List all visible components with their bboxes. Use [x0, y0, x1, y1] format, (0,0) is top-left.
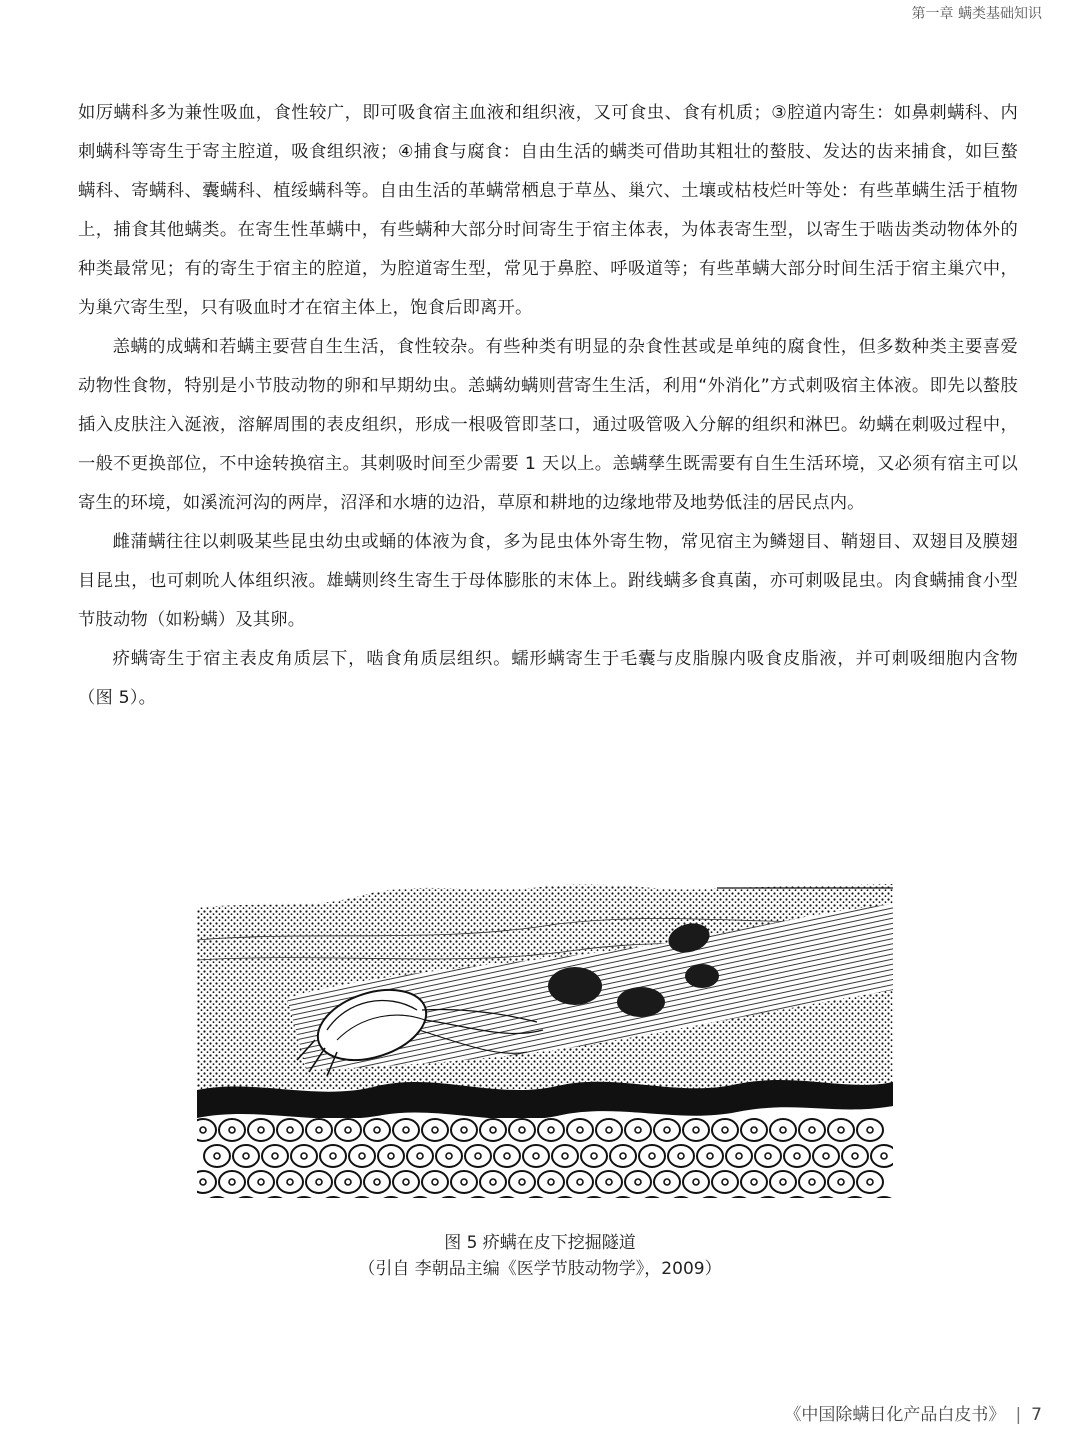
paragraph-3: 雌蒲螨往往以刺吸某些昆虫幼虫或蛹的体液为食，多为昆虫体外寄生物，常见宿主为鳞翅目、鞘翅目、双翅目及膜翅目昆虫，也可刺吮人体组织液。雄螨则终生寄生于母体膨胀的末体上。跗线螨多食真菌，亦可刺吸昆虫。肉食螨捕食小型节肢动物（如粉螨）及其卵。	[78, 532, 1018, 630]
footer-separator: |	[1015, 1405, 1022, 1425]
figure-source: （引自 李朝品主编《医学节肢动物学》，2009）	[358, 1259, 722, 1279]
page-footer	[784, 1400, 1042, 1425]
scabies-burrow-illustration	[197, 880, 893, 1198]
paragraph-4: 疥螨寄生于宿主表皮角质层下，啮食角质层组织。蠕形螨寄生于毛囊与皮脂腺内吸食皮脂液，并可刺吸细胞内含物（图 5）。	[78, 649, 1018, 708]
book-title: 《中国除螨日化产品白皮书》	[784, 1405, 1006, 1425]
paragraph-1: 如厉螨科多为兼性吸血，食性较广，即可吸食宿主血液和组织液，又可食虫、食有机质；③腔道内寄生：如鼻刺螨科、内刺螨科等寄生于寄主腔道，吸食组织液；④捕食与腐食：自由生活的螨类可借助其粗壮的螯肢、发达的齿来捕食，如巨螯螨科、寄螨科、囊螨科、植绥螨科等。自由生活的革螨常栖息于草丛、巢穴、土壤或枯枝烂叶等处：有些革螨生活于植物上，捕食其他螨类。在寄生性革螨中，有些螨种大部分时间寄生于宿主体表，为体表寄生型，以寄生于啮齿类动物体外的种类最常见；有的寄生于宿主的腔道，为腔道寄生型，常见于鼻腔、呼吸道等；有些革螨大部分时间生活于宿主巢穴中，为巢穴寄生型，只有吸血时才在宿主体上，饱食后即离开。	[78, 103, 1018, 318]
egg	[548, 967, 602, 1005]
egg	[617, 987, 665, 1017]
egg	[685, 964, 719, 988]
running-header: 第一章 螨类基础知识	[911, 6, 1042, 22]
page-number: 7	[1031, 1405, 1042, 1425]
body-text	[78, 94, 1018, 718]
figure-scabies-burrow	[197, 880, 893, 1198]
figure-caption: 图 5 疥螨在皮下挖掘隧道	[444, 1233, 636, 1253]
paragraph-2: 恙螨的成螨和若螨主要营自生生活，食性较杂。有些种类有明显的杂食性甚或是单纯的腐食性，但多数种类主要喜爱动物性食物，特别是小节肢动物的卵和早期幼虫。恙螨幼螨则营寄生生活，利用“外消化”方式刺吸宿主体液。即先以螯肢插入皮肤注入涎液，溶解周围的表皮组织，形成一根吸管即茎口，通过吸管吸入分解的组织和淋巴。幼螨在刺吸过程中，一般不更换部位，不中途转换宿主。其刺吸时间至少需要 1 天以上。恙螨孳生既需要有自生生活环境，又必须有宿主可以寄生的环境，如溪流河沟的两岸，沼泽和水塘的边沿，草原和耕地的边缘地带及地势低洼的居民点内。	[78, 337, 1018, 513]
